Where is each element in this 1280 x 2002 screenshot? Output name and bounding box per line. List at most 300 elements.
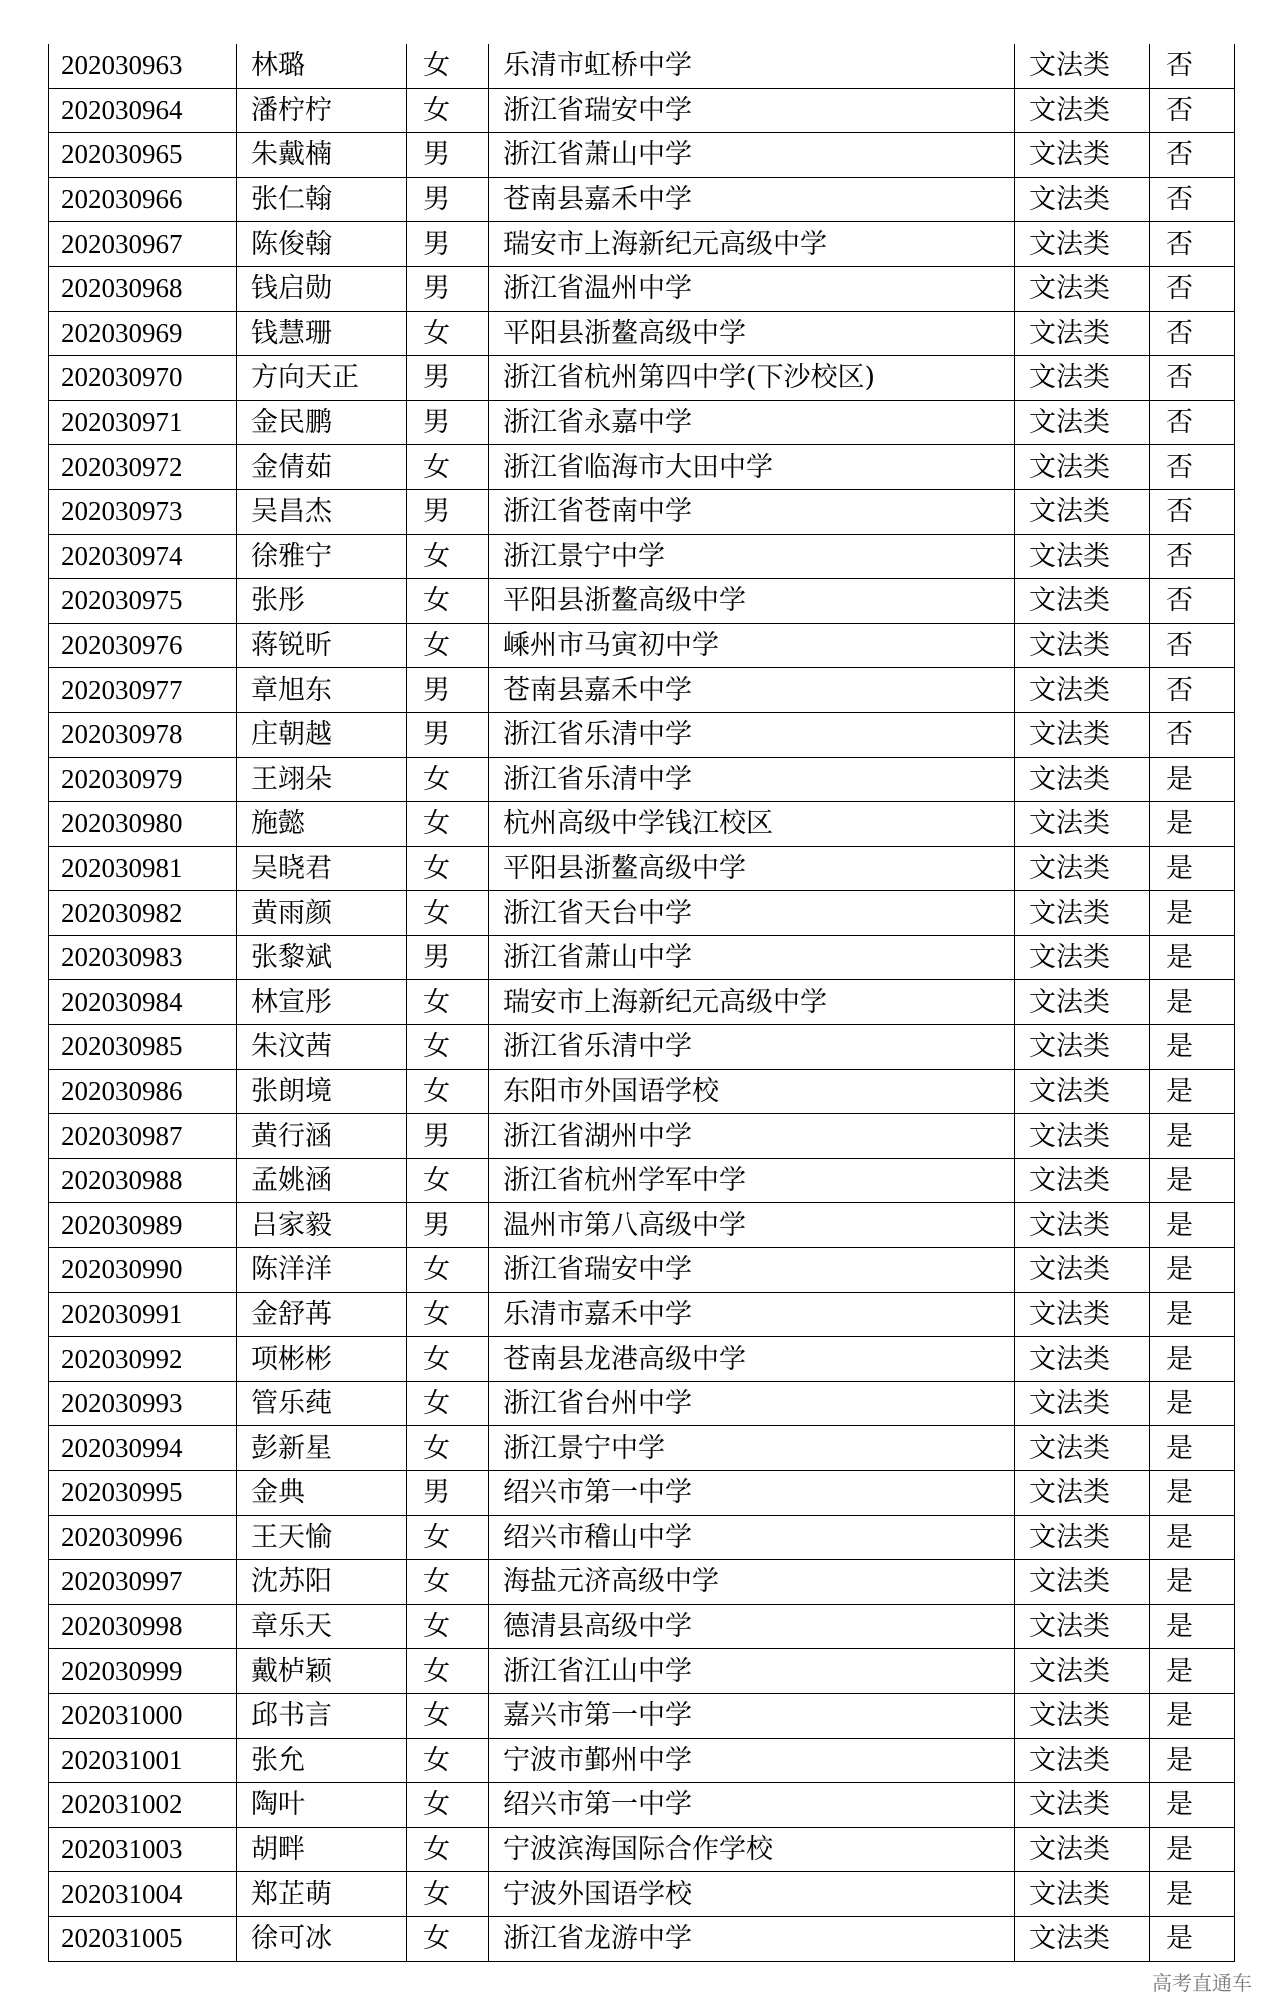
category-cell: 文法类 bbox=[1015, 1203, 1150, 1248]
gender-cell: 女 bbox=[407, 1916, 489, 1961]
category-cell: 文法类 bbox=[1015, 846, 1150, 891]
category-cell: 文法类 bbox=[1015, 1158, 1150, 1203]
table-row bbox=[49, 489, 1235, 534]
flag-cell: 否 bbox=[1150, 177, 1235, 222]
gender-cell: 女 bbox=[407, 1515, 489, 1560]
table-row bbox=[49, 623, 1235, 668]
category-cell: 文法类 bbox=[1015, 891, 1150, 936]
category-cell: 文法类 bbox=[1015, 1025, 1150, 1070]
table-row bbox=[49, 1203, 1235, 1248]
student-name-cell: 孟姚涵 bbox=[237, 1158, 407, 1203]
flag-cell: 否 bbox=[1150, 44, 1235, 88]
gender-cell: 女 bbox=[407, 534, 489, 579]
category-cell: 文法类 bbox=[1015, 623, 1150, 668]
gender-cell: 女 bbox=[407, 1025, 489, 1070]
table-row bbox=[49, 980, 1235, 1025]
table-row bbox=[49, 1426, 1235, 1471]
student-id-cell: 202030995 bbox=[49, 1471, 237, 1516]
gender-cell: 男 bbox=[407, 133, 489, 178]
table-row bbox=[49, 356, 1235, 401]
student-id-cell: 202030992 bbox=[49, 1337, 237, 1382]
student-name-cell: 潘柠柠 bbox=[237, 88, 407, 133]
student-name-cell: 黄行涵 bbox=[237, 1114, 407, 1159]
student-name-cell: 金典 bbox=[237, 1471, 407, 1516]
school-cell: 德清县高级中学 bbox=[489, 1604, 1015, 1649]
flag-cell: 否 bbox=[1150, 133, 1235, 178]
category-cell: 文法类 bbox=[1015, 1649, 1150, 1694]
school-cell: 浙江省江山中学 bbox=[489, 1649, 1015, 1694]
table-row bbox=[49, 1560, 1235, 1605]
table-row bbox=[49, 222, 1235, 267]
category-cell: 文法类 bbox=[1015, 1916, 1150, 1961]
student-id-cell: 202030997 bbox=[49, 1560, 237, 1605]
school-cell: 宁波市鄞州中学 bbox=[489, 1738, 1015, 1783]
gender-cell: 女 bbox=[407, 891, 489, 936]
student-name-cell: 陈俊翰 bbox=[237, 222, 407, 267]
gender-cell: 女 bbox=[407, 623, 489, 668]
student-name-cell: 庄朝越 bbox=[237, 712, 407, 757]
student-name-cell: 吴晓君 bbox=[237, 846, 407, 891]
table-row bbox=[49, 311, 1235, 356]
student-name-cell: 项彬彬 bbox=[237, 1337, 407, 1382]
flag-cell: 是 bbox=[1150, 1292, 1235, 1337]
student-id-cell: 202030985 bbox=[49, 1025, 237, 1070]
gender-cell: 女 bbox=[407, 1604, 489, 1649]
flag-cell: 否 bbox=[1150, 400, 1235, 445]
flag-cell: 是 bbox=[1150, 1738, 1235, 1783]
gender-cell: 女 bbox=[407, 1426, 489, 1471]
category-cell: 文法类 bbox=[1015, 1693, 1150, 1738]
student-name-cell: 钱慧珊 bbox=[237, 311, 407, 356]
student-name-cell: 章乐天 bbox=[237, 1604, 407, 1649]
category-cell: 文法类 bbox=[1015, 1604, 1150, 1649]
gender-cell: 女 bbox=[407, 1649, 489, 1694]
table-row bbox=[49, 266, 1235, 311]
flag-cell: 是 bbox=[1150, 802, 1235, 847]
gender-cell: 女 bbox=[407, 802, 489, 847]
student-id-cell: 202030965 bbox=[49, 133, 237, 178]
gender-cell: 男 bbox=[407, 668, 489, 713]
watermark: 高考直通车 bbox=[1152, 1971, 1252, 1995]
table-row bbox=[49, 1783, 1235, 1828]
flag-cell: 否 bbox=[1150, 623, 1235, 668]
school-cell: 浙江景宁中学 bbox=[489, 1426, 1015, 1471]
school-cell: 浙江省天台中学 bbox=[489, 891, 1015, 936]
flag-cell: 是 bbox=[1150, 1381, 1235, 1426]
category-cell: 文法类 bbox=[1015, 1114, 1150, 1159]
table-row bbox=[49, 1114, 1235, 1159]
table-row bbox=[49, 1827, 1235, 1872]
school-cell: 杭州高级中学钱江校区 bbox=[489, 802, 1015, 847]
school-cell: 温州市第八高级中学 bbox=[489, 1203, 1015, 1248]
school-cell: 乐清市嘉禾中学 bbox=[489, 1292, 1015, 1337]
flag-cell: 是 bbox=[1150, 1872, 1235, 1917]
school-cell: 浙江景宁中学 bbox=[489, 534, 1015, 579]
gender-cell: 男 bbox=[407, 266, 489, 311]
student-name-cell: 吴昌杰 bbox=[237, 489, 407, 534]
school-cell: 苍南县龙港高级中学 bbox=[489, 1337, 1015, 1382]
gender-cell: 女 bbox=[407, 1292, 489, 1337]
student-name-cell: 管乐莼 bbox=[237, 1381, 407, 1426]
flag-cell: 是 bbox=[1150, 1916, 1235, 1961]
school-cell: 嘉兴市第一中学 bbox=[489, 1693, 1015, 1738]
student-id-cell: 202030999 bbox=[49, 1649, 237, 1694]
category-cell: 文法类 bbox=[1015, 1337, 1150, 1382]
student-name-cell: 张允 bbox=[237, 1738, 407, 1783]
table-row bbox=[49, 1069, 1235, 1114]
category-cell: 文法类 bbox=[1015, 1783, 1150, 1828]
student-id-cell: 202030964 bbox=[49, 88, 237, 133]
school-cell: 浙江省萧山中学 bbox=[489, 935, 1015, 980]
student-id-cell: 202030971 bbox=[49, 400, 237, 445]
student-name-cell: 张彤 bbox=[237, 579, 407, 624]
flag-cell: 是 bbox=[1150, 1649, 1235, 1694]
gender-cell: 男 bbox=[407, 400, 489, 445]
flag-cell: 否 bbox=[1150, 712, 1235, 757]
student-id-cell: 202030996 bbox=[49, 1515, 237, 1560]
table-row bbox=[49, 1025, 1235, 1070]
table-row bbox=[49, 1604, 1235, 1649]
roster-table-container bbox=[48, 44, 1234, 1962]
student-id-cell: 202030969 bbox=[49, 311, 237, 356]
student-id-cell: 202030984 bbox=[49, 980, 237, 1025]
school-cell: 嵊州市马寅初中学 bbox=[489, 623, 1015, 668]
gender-cell: 女 bbox=[407, 980, 489, 1025]
school-cell: 浙江省乐清中学 bbox=[489, 712, 1015, 757]
student-id-cell: 202030994 bbox=[49, 1426, 237, 1471]
flag-cell: 否 bbox=[1150, 668, 1235, 713]
flag-cell: 是 bbox=[1150, 935, 1235, 980]
student-id-cell: 202030986 bbox=[49, 1069, 237, 1114]
category-cell: 文法类 bbox=[1015, 356, 1150, 401]
flag-cell: 是 bbox=[1150, 1426, 1235, 1471]
gender-cell: 女 bbox=[407, 1069, 489, 1114]
student-name-cell: 金倩茹 bbox=[237, 445, 407, 490]
category-cell: 文法类 bbox=[1015, 88, 1150, 133]
flag-cell: 否 bbox=[1150, 222, 1235, 267]
gender-cell: 女 bbox=[407, 1337, 489, 1382]
category-cell: 文法类 bbox=[1015, 1738, 1150, 1783]
table-row bbox=[49, 1471, 1235, 1516]
school-cell: 瑞安市上海新纪元高级中学 bbox=[489, 980, 1015, 1025]
table-row bbox=[49, 757, 1235, 802]
table-row bbox=[49, 1381, 1235, 1426]
gender-cell: 女 bbox=[407, 1738, 489, 1783]
flag-cell: 是 bbox=[1150, 1471, 1235, 1516]
student-id-cell: 202030977 bbox=[49, 668, 237, 713]
table-row bbox=[49, 846, 1235, 891]
flag-cell: 是 bbox=[1150, 846, 1235, 891]
school-cell: 浙江省杭州第四中学(下沙校区) bbox=[489, 356, 1015, 401]
table-row bbox=[49, 802, 1235, 847]
school-cell: 浙江省乐清中学 bbox=[489, 757, 1015, 802]
flag-cell: 是 bbox=[1150, 1203, 1235, 1248]
gender-cell: 男 bbox=[407, 1203, 489, 1248]
category-cell: 文法类 bbox=[1015, 133, 1150, 178]
gender-cell: 女 bbox=[407, 44, 489, 88]
flag-cell: 否 bbox=[1150, 356, 1235, 401]
student-name-cell: 林宣彤 bbox=[237, 980, 407, 1025]
student-id-cell: 202031001 bbox=[49, 1738, 237, 1783]
flag-cell: 是 bbox=[1150, 1515, 1235, 1560]
school-cell: 东阳市外国语学校 bbox=[489, 1069, 1015, 1114]
table-row bbox=[49, 1649, 1235, 1694]
student-name-cell: 林璐 bbox=[237, 44, 407, 88]
table-row bbox=[49, 44, 1235, 88]
school-cell: 浙江省瑞安中学 bbox=[489, 1248, 1015, 1293]
table-row bbox=[49, 1515, 1235, 1560]
category-cell: 文法类 bbox=[1015, 44, 1150, 88]
student-id-cell: 202030983 bbox=[49, 935, 237, 980]
table-row bbox=[49, 712, 1235, 757]
school-cell: 浙江省台州中学 bbox=[489, 1381, 1015, 1426]
category-cell: 文法类 bbox=[1015, 1292, 1150, 1337]
student-id-cell: 202030987 bbox=[49, 1114, 237, 1159]
student-id-cell: 202030990 bbox=[49, 1248, 237, 1293]
student-name-cell: 金舒苒 bbox=[237, 1292, 407, 1337]
student-name-cell: 吕家毅 bbox=[237, 1203, 407, 1248]
table-row bbox=[49, 1693, 1235, 1738]
student-name-cell: 邱书言 bbox=[237, 1693, 407, 1738]
table-row bbox=[49, 1248, 1235, 1293]
flag-cell: 是 bbox=[1150, 757, 1235, 802]
flag-cell: 否 bbox=[1150, 311, 1235, 356]
student-id-cell: 202030989 bbox=[49, 1203, 237, 1248]
school-cell: 宁波滨海国际合作学校 bbox=[489, 1827, 1015, 1872]
category-cell: 文法类 bbox=[1015, 1827, 1150, 1872]
category-cell: 文法类 bbox=[1015, 534, 1150, 579]
gender-cell: 男 bbox=[407, 222, 489, 267]
roster-table bbox=[48, 44, 1235, 1962]
student-name-cell: 章旭东 bbox=[237, 668, 407, 713]
category-cell: 文法类 bbox=[1015, 1069, 1150, 1114]
school-cell: 浙江省瑞安中学 bbox=[489, 88, 1015, 133]
school-cell: 海盐元济高级中学 bbox=[489, 1560, 1015, 1605]
student-id-cell: 202031004 bbox=[49, 1872, 237, 1917]
flag-cell: 是 bbox=[1150, 1337, 1235, 1382]
category-cell: 文法类 bbox=[1015, 1872, 1150, 1917]
student-name-cell: 郑芷萌 bbox=[237, 1872, 407, 1917]
gender-cell: 女 bbox=[407, 311, 489, 356]
gender-cell: 女 bbox=[407, 579, 489, 624]
gender-cell: 女 bbox=[407, 846, 489, 891]
student-id-cell: 202031005 bbox=[49, 1916, 237, 1961]
flag-cell: 是 bbox=[1150, 1158, 1235, 1203]
table-row bbox=[49, 1872, 1235, 1917]
school-cell: 苍南县嘉禾中学 bbox=[489, 668, 1015, 713]
student-id-cell: 202030963 bbox=[49, 44, 237, 88]
student-id-cell: 202031003 bbox=[49, 1827, 237, 1872]
category-cell: 文法类 bbox=[1015, 445, 1150, 490]
school-cell: 浙江省乐清中学 bbox=[489, 1025, 1015, 1070]
category-cell: 文法类 bbox=[1015, 489, 1150, 534]
school-cell: 瑞安市上海新纪元高级中学 bbox=[489, 222, 1015, 267]
flag-cell: 否 bbox=[1150, 266, 1235, 311]
flag-cell: 否 bbox=[1150, 489, 1235, 534]
flag-cell: 否 bbox=[1150, 88, 1235, 133]
student-id-cell: 202031000 bbox=[49, 1693, 237, 1738]
student-id-cell: 202030980 bbox=[49, 802, 237, 847]
gender-cell: 女 bbox=[407, 1248, 489, 1293]
gender-cell: 男 bbox=[407, 177, 489, 222]
student-name-cell: 方向天正 bbox=[237, 356, 407, 401]
table-row bbox=[49, 579, 1235, 624]
flag-cell: 否 bbox=[1150, 445, 1235, 490]
student-name-cell: 张仁翰 bbox=[237, 177, 407, 222]
student-name-cell: 陈洋洋 bbox=[237, 1248, 407, 1293]
student-name-cell: 戴栌颖 bbox=[237, 1649, 407, 1694]
student-id-cell: 202030981 bbox=[49, 846, 237, 891]
gender-cell: 男 bbox=[407, 935, 489, 980]
student-name-cell: 张黎斌 bbox=[237, 935, 407, 980]
student-name-cell: 朱汶茜 bbox=[237, 1025, 407, 1070]
school-cell: 浙江省临海市大田中学 bbox=[489, 445, 1015, 490]
table-row bbox=[49, 891, 1235, 936]
student-id-cell: 202030979 bbox=[49, 757, 237, 802]
student-name-cell: 朱戴楠 bbox=[237, 133, 407, 178]
student-id-cell: 202030991 bbox=[49, 1292, 237, 1337]
category-cell: 文法类 bbox=[1015, 400, 1150, 445]
table-row bbox=[49, 177, 1235, 222]
student-id-cell: 202030976 bbox=[49, 623, 237, 668]
student-id-cell: 202030970 bbox=[49, 356, 237, 401]
gender-cell: 男 bbox=[407, 1114, 489, 1159]
student-id-cell: 202030998 bbox=[49, 1604, 237, 1649]
student-id-cell: 202030988 bbox=[49, 1158, 237, 1203]
flag-cell: 否 bbox=[1150, 579, 1235, 624]
student-id-cell: 202030993 bbox=[49, 1381, 237, 1426]
category-cell: 文法类 bbox=[1015, 1248, 1150, 1293]
school-cell: 浙江省苍南中学 bbox=[489, 489, 1015, 534]
school-cell: 浙江省湖州中学 bbox=[489, 1114, 1015, 1159]
category-cell: 文法类 bbox=[1015, 712, 1150, 757]
student-name-cell: 彭新星 bbox=[237, 1426, 407, 1471]
flag-cell: 是 bbox=[1150, 891, 1235, 936]
student-name-cell: 金民鹏 bbox=[237, 400, 407, 445]
category-cell: 文法类 bbox=[1015, 757, 1150, 802]
student-id-cell: 202030975 bbox=[49, 579, 237, 624]
table-row bbox=[49, 133, 1235, 178]
category-cell: 文法类 bbox=[1015, 802, 1150, 847]
school-cell: 浙江省温州中学 bbox=[489, 266, 1015, 311]
school-cell: 宁波外国语学校 bbox=[489, 1872, 1015, 1917]
student-id-cell: 202030967 bbox=[49, 222, 237, 267]
student-name-cell: 胡畔 bbox=[237, 1827, 407, 1872]
student-id-cell: 202031002 bbox=[49, 1783, 237, 1828]
gender-cell: 女 bbox=[407, 1158, 489, 1203]
school-cell: 浙江省龙游中学 bbox=[489, 1916, 1015, 1961]
student-id-cell: 202030973 bbox=[49, 489, 237, 534]
student-id-cell: 202030968 bbox=[49, 266, 237, 311]
school-cell: 绍兴市稽山中学 bbox=[489, 1515, 1015, 1560]
category-cell: 文法类 bbox=[1015, 177, 1150, 222]
category-cell: 文法类 bbox=[1015, 311, 1150, 356]
gender-cell: 女 bbox=[407, 1827, 489, 1872]
gender-cell: 女 bbox=[407, 88, 489, 133]
student-name-cell: 黄雨颜 bbox=[237, 891, 407, 936]
table-row bbox=[49, 1337, 1235, 1382]
student-name-cell: 沈苏阳 bbox=[237, 1560, 407, 1605]
school-cell: 苍南县嘉禾中学 bbox=[489, 177, 1015, 222]
gender-cell: 女 bbox=[407, 445, 489, 490]
student-name-cell: 钱启勋 bbox=[237, 266, 407, 311]
table-row bbox=[49, 534, 1235, 579]
flag-cell: 是 bbox=[1150, 1604, 1235, 1649]
category-cell: 文法类 bbox=[1015, 668, 1150, 713]
gender-cell: 女 bbox=[407, 1560, 489, 1605]
category-cell: 文法类 bbox=[1015, 266, 1150, 311]
flag-cell: 是 bbox=[1150, 1114, 1235, 1159]
student-id-cell: 202030978 bbox=[49, 712, 237, 757]
student-name-cell: 张朗境 bbox=[237, 1069, 407, 1114]
table-row bbox=[49, 668, 1235, 713]
flag-cell: 是 bbox=[1150, 1069, 1235, 1114]
school-cell: 平阳县浙鳌高级中学 bbox=[489, 311, 1015, 356]
roster-rows bbox=[49, 44, 1235, 1961]
table-row bbox=[49, 935, 1235, 980]
student-id-cell: 202030974 bbox=[49, 534, 237, 579]
student-name-cell: 徐可冰 bbox=[237, 1916, 407, 1961]
school-cell: 乐清市虹桥中学 bbox=[489, 44, 1015, 88]
table-row bbox=[49, 88, 1235, 133]
flag-cell: 是 bbox=[1150, 1248, 1235, 1293]
flag-cell: 是 bbox=[1150, 1560, 1235, 1605]
flag-cell: 是 bbox=[1150, 980, 1235, 1025]
student-name-cell: 王天愉 bbox=[237, 1515, 407, 1560]
flag-cell: 否 bbox=[1150, 534, 1235, 579]
flag-cell: 是 bbox=[1150, 1783, 1235, 1828]
category-cell: 文法类 bbox=[1015, 1560, 1150, 1605]
table-row bbox=[49, 1916, 1235, 1961]
school-cell: 绍兴市第一中学 bbox=[489, 1471, 1015, 1516]
gender-cell: 女 bbox=[407, 757, 489, 802]
gender-cell: 男 bbox=[407, 712, 489, 757]
category-cell: 文法类 bbox=[1015, 222, 1150, 267]
student-name-cell: 徐雅宁 bbox=[237, 534, 407, 579]
student-name-cell: 王翊朵 bbox=[237, 757, 407, 802]
student-id-cell: 202030982 bbox=[49, 891, 237, 936]
category-cell: 文法类 bbox=[1015, 1471, 1150, 1516]
flag-cell: 是 bbox=[1150, 1693, 1235, 1738]
student-id-cell: 202030966 bbox=[49, 177, 237, 222]
category-cell: 文法类 bbox=[1015, 579, 1150, 624]
category-cell: 文法类 bbox=[1015, 935, 1150, 980]
school-cell: 平阳县浙鳌高级中学 bbox=[489, 846, 1015, 891]
table-row bbox=[49, 1158, 1235, 1203]
gender-cell: 男 bbox=[407, 356, 489, 401]
school-cell: 平阳县浙鳌高级中学 bbox=[489, 579, 1015, 624]
table-row bbox=[49, 1292, 1235, 1337]
table-row bbox=[49, 445, 1235, 490]
category-cell: 文法类 bbox=[1015, 1515, 1150, 1560]
student-name-cell: 施懿 bbox=[237, 802, 407, 847]
gender-cell: 女 bbox=[407, 1783, 489, 1828]
student-name-cell: 陶叶 bbox=[237, 1783, 407, 1828]
gender-cell: 女 bbox=[407, 1693, 489, 1738]
category-cell: 文法类 bbox=[1015, 1426, 1150, 1471]
gender-cell: 男 bbox=[407, 1471, 489, 1516]
table-row bbox=[49, 1738, 1235, 1783]
school-cell: 浙江省杭州学军中学 bbox=[489, 1158, 1015, 1203]
student-name-cell: 蒋锐昕 bbox=[237, 623, 407, 668]
school-cell: 绍兴市第一中学 bbox=[489, 1783, 1015, 1828]
flag-cell: 是 bbox=[1150, 1025, 1235, 1070]
category-cell: 文法类 bbox=[1015, 1381, 1150, 1426]
school-cell: 浙江省永嘉中学 bbox=[489, 400, 1015, 445]
school-cell: 浙江省萧山中学 bbox=[489, 133, 1015, 178]
gender-cell: 女 bbox=[407, 1872, 489, 1917]
table-row bbox=[49, 400, 1235, 445]
